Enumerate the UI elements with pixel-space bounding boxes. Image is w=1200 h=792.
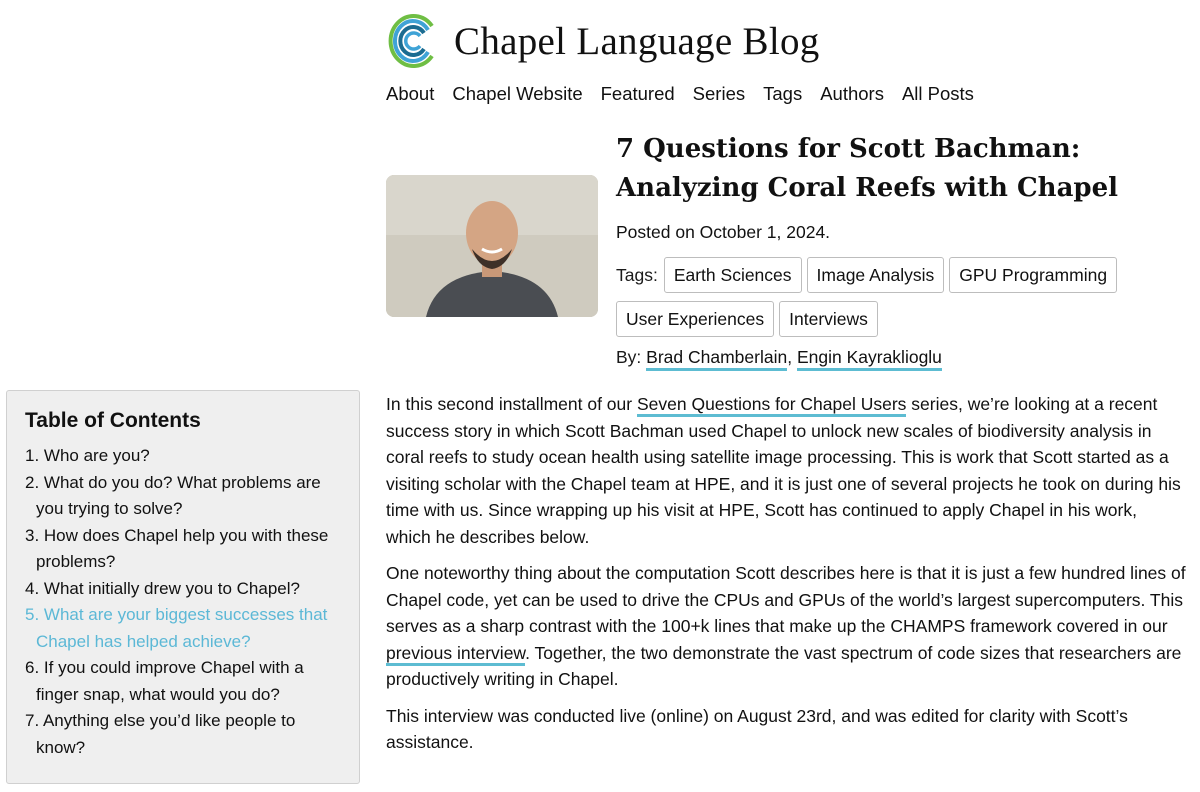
author-engin-kayraklioglu[interactable]: Engin Kayraklioglu <box>797 347 942 371</box>
tag-list <box>616 257 1156 337</box>
seven-questions-link[interactable]: Seven Questions for Chapel Users <box>637 394 906 417</box>
author-photo <box>386 175 598 317</box>
author-separator: , <box>787 347 793 367</box>
site-title[interactable]: Chapel Language Blog <box>454 19 820 63</box>
p2-text-after: . Together, the two demonstrate the vast spectrum of code sizes that researchers are productively writing in Chapel. <box>386 642 1182 689</box>
nav-authors[interactable]: Authors <box>820 83 884 104</box>
toc-item-7[interactable]: 7. Anything else you’d like people to know? <box>25 711 296 757</box>
portrait-image <box>386 175 598 317</box>
table-of-contents <box>6 390 360 784</box>
toc-item-2[interactable]: 2. What do you do? What problems are you trying to solve? <box>25 472 321 518</box>
main-nav <box>386 83 1186 105</box>
toc-item-3[interactable]: 3. How does Chapel help you with these problems? <box>25 525 329 571</box>
nav-series[interactable]: Series <box>692 83 746 104</box>
tag-gpu-programming[interactable]: GPU Programming <box>949 257 1117 293</box>
site-header <box>386 12 1186 105</box>
by-label: By: <box>616 347 642 367</box>
intro-paragraph <box>386 391 1186 550</box>
nav-chapel-website[interactable]: Chapel Website <box>452 83 583 104</box>
toc-list <box>25 443 343 761</box>
p2-text-before: One noteworthy thing about the computation Scott describes here is that it is just a few hundred lines of Chapel code, yet can be used to drive the CPUs and GPUs of the world’s largest supercomputers. This serves as a sharp contrast with the 100+k lines that make up the CHAMPS framework covered in our <box>386 563 1186 636</box>
nav-featured[interactable]: Featured <box>600 83 675 104</box>
post-title: 7 Questions for Scott Bachman: Analyzing Coral Reefs with Chapel <box>616 134 1119 203</box>
p1-text-after: series, we’re looking at a recent success story in which Scott Bachman used Chapel to unlock new scales of biodiversity analysis in coral reefs to study ocean health using satellite image processing. This is work that Scott started as a visiting scholar with the Chapel team at HPE, and it is just one of several projects he took on during his time with us. Since wrapping up his visit at HPE, Scott has continued to apply Chapel in his work, which he describes below. <box>386 394 1181 547</box>
byline <box>616 347 1186 368</box>
post-meta <box>616 130 1186 368</box>
author-brad-chamberlain[interactable]: Brad Chamberlain <box>646 347 787 371</box>
second-paragraph <box>386 560 1186 693</box>
third-paragraph: This interview was conducted live (online) on August 23rd, and was edited for clarity with Scott’s assistance. <box>386 705 1128 752</box>
toc-item-1[interactable]: 1. Who are you? <box>25 446 150 465</box>
nav-all-posts[interactable]: All Posts <box>901 83 974 104</box>
toc-item-5[interactable]: 5. What are your biggest successes that Chapel has helped achieve? <box>25 605 328 651</box>
toc-item-4[interactable]: 4. What initially drew you to Chapel? <box>25 578 300 598</box>
previous-interview-link[interactable]: previous interview <box>386 643 525 666</box>
article-body <box>386 391 1186 766</box>
tag-image-analysis[interactable]: Image Analysis <box>807 257 945 293</box>
p1-text-before: In this second installment of our <box>386 394 637 414</box>
chapel-logo-icon[interactable] <box>386 12 438 70</box>
nav-about[interactable]: About <box>386 83 435 104</box>
post-date: Posted on October 1, 2024. <box>616 222 831 242</box>
brand[interactable] <box>386 12 1186 70</box>
toc-title: Table of Contents <box>25 409 201 432</box>
toc-item-6[interactable]: 6. If you could improve Chapel with a finger snap, what would you do? <box>25 658 304 704</box>
tag-user-experiences[interactable]: User Experiences <box>616 301 774 337</box>
tag-interviews[interactable]: Interviews <box>779 301 878 337</box>
tag-earth-sciences[interactable]: Earth Sciences <box>664 257 802 293</box>
nav-tags[interactable]: Tags <box>763 83 803 104</box>
tags-label: Tags: <box>616 264 658 285</box>
